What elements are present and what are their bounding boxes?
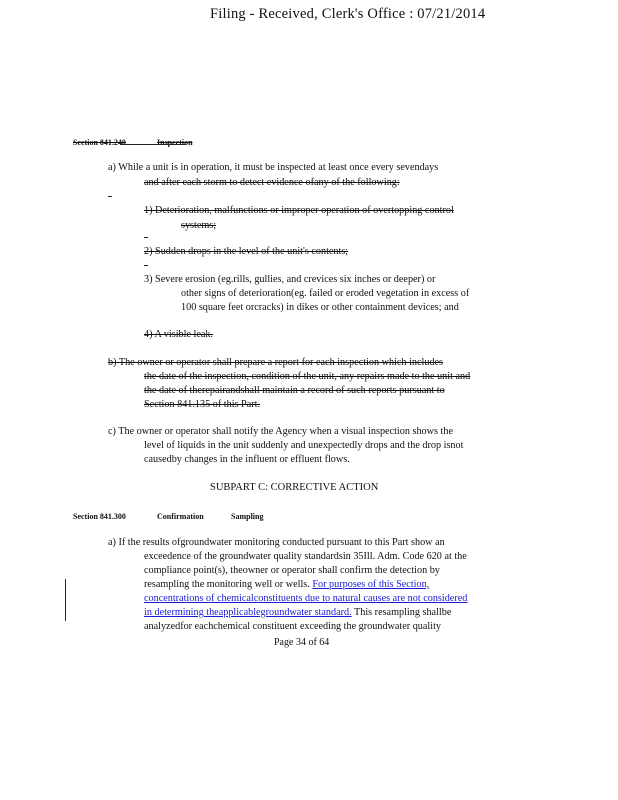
inspection-item2: 2) Sudden drops in the level of the unit's contents; xyxy=(144,246,349,257)
inspection-c-line3: causedby changes in the influent or effluent flows. xyxy=(144,454,350,465)
inspection-b-line3: the date of therepairandshall maintain a record of such reports pursuant to xyxy=(144,385,445,396)
inspection-b-line1: b) The owner or operator shall prepare a report for each inspection which includes xyxy=(108,357,444,368)
margin-tick xyxy=(144,265,148,266)
inspection-item3-line3: 100 square feet orcracks) in dikes or other containment devices; and xyxy=(181,302,459,313)
inspection-item1-line2: systems; xyxy=(181,220,217,231)
inspection-b-line4: Section 841.135 of this Part. xyxy=(144,399,261,410)
change-bar xyxy=(65,579,66,621)
section-title-sampling: Sampling xyxy=(231,512,264,521)
inspection-a-line2: and after each storm to detect evidence ofany of the following: xyxy=(144,177,400,188)
heading-strike-line xyxy=(120,144,186,145)
inspection-item3-line2: other signs of deterioration(eg. failed or eroded vegetation in excess of xyxy=(181,288,470,299)
section-title-inspection: Inspection xyxy=(157,138,193,147)
inspection-item1-line1: 1) Deterioration, malfunctions or improper operation of overtopping control xyxy=(144,205,454,216)
inspection-c-line2: level of liquids in the unit suddenly and unexpectedly drops and the drop isnot xyxy=(144,440,464,451)
margin-tick xyxy=(144,237,148,238)
page-number: Page 34 of 64 xyxy=(274,637,330,648)
confirmation-a-line3: compliance point(s), theowner or operator shall confirm the detection by xyxy=(144,565,440,576)
section-title-confirmation: Confirmation xyxy=(157,512,204,521)
confirmation-a-line6 xyxy=(144,607,451,618)
confirmation-a-line2: exceedence of the groundwater quality standardsin 35Ill. Adm. Code 620 at the xyxy=(144,551,467,562)
margin-tick xyxy=(108,196,112,197)
confirmation-a-line4 xyxy=(144,579,429,590)
filing-header: Filing - Received, Clerk's Office : 07/21/2014 xyxy=(210,6,486,22)
confirmation-a-line6-text: This resampling shallbe xyxy=(354,607,452,618)
inspection-item4: 4) A visible leak. xyxy=(144,329,214,340)
section-number-confirmation: Section 841.300 xyxy=(73,512,126,521)
confirmation-a-line7: analyzedfor eachchemical constituent exceeding the groundwater quality xyxy=(144,621,442,632)
inspection-c-line1: c) The owner or operator shall notify the Agency when a visual inspection shows the xyxy=(108,426,453,437)
subpart-title: SUBPART C: CORRECTIVE ACTION xyxy=(210,482,379,493)
inspection-a-line1: a) While a unit is in operation, it must be inspected at least once every sevendays xyxy=(108,162,439,173)
inserted-text-line: concentrations of chemicalconstituents due to natural causes are not considered xyxy=(144,593,468,604)
inserted-text: For purposes of this Section, xyxy=(312,579,430,590)
inspection-item3-line1: 3) Severe erosion (eg.rills, gullies, and crevices six inches or deeper) or xyxy=(144,274,436,285)
inspection-b-line2: the date of the inspection, condition of the unit, any repairs made to the unit and xyxy=(144,371,471,382)
inserted-text: in determining theapplicablegroundwater standard. xyxy=(144,607,352,618)
section-number-inspection: Section 841.240 xyxy=(73,138,126,147)
confirmation-a-line1: a) If the results ofgroundwater monitoring conducted pursuant to this Part show an xyxy=(108,537,445,548)
confirmation-a-line4-text: resampling the monitoring well or wells. xyxy=(144,579,310,590)
